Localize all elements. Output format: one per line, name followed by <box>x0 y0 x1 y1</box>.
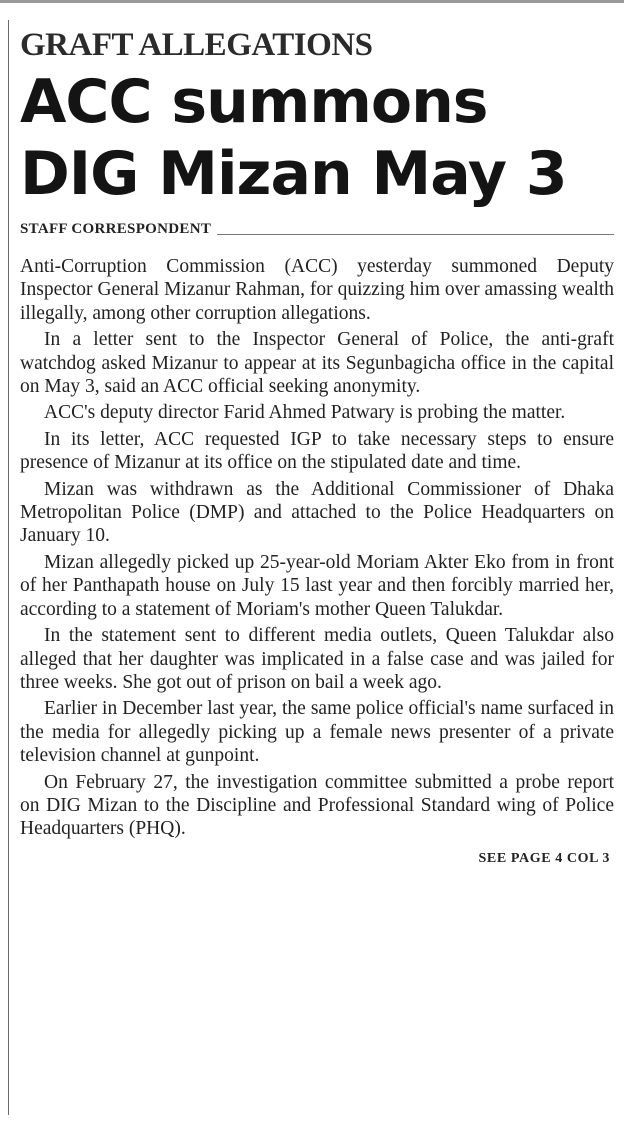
paragraph-4: In its letter, ACC requested IGP to take necessary steps to ensure presence of Mizanur at its office on the stipulated date and time. <box>20 428 614 474</box>
headline-line-2: DIG Mizan May 3 <box>20 139 567 209</box>
news-article <box>20 26 614 867</box>
byline-row <box>20 220 614 238</box>
paragraph-5: Mizan was withdrawn as the Additional Commissioner of Dhaka Metropolitan Police (DMP) and attached to the Police Headquarters on January 10. <box>20 478 614 547</box>
headline <box>20 66 614 210</box>
paragraph-6: Mizan allegedly picked up 25-year-old Moriam Akter Eko from in front of her Panthapath house on July 15 last year and then forcibly married her, according to a statement of Moriam's mother Queen Talukdar. <box>20 551 614 620</box>
paragraph-3: ACC's deputy director Farid Ahmed Patwary is probing the matter. <box>44 402 566 424</box>
article-body <box>20 255 614 841</box>
paragraph-7: In the statement sent to different media outlets, Queen Talukdar also alleged that her daughter was implicated in a false case and was jailed for three weeks. She got out of prison on bail a week ago. <box>20 625 614 693</box>
byline: STAFF CORRESPONDENT <box>20 221 212 237</box>
headline-line-1: ACC summons <box>20 67 488 137</box>
paragraph-8: Earlier in December last year, the same police official's name surfaced in the media for allegedly picking up a female news presenter of a private television channel at gunpoint. <box>20 698 614 767</box>
paragraph-1: Anti-Corruption Commission (ACC) yesterday summoned Deputy Inspector General Mizanur Rahman, for quizzing him over amassing wealth illegally, among other corruption allegations. <box>20 256 614 324</box>
paragraph-9: On February 27, the investigation committee submitted a probe report on DIG Mizan to the Discipline and Professional Standard wing of Police Headquarters (PHQ). <box>20 771 614 840</box>
top-border-rule <box>0 0 624 3</box>
byline-divider <box>217 234 614 235</box>
paragraph-2: In a letter sent to the Inspector General of Police, the anti-graft watchdog asked Mizanur to appear at its Segunbagicha office in the capital on May 3, said an ACC official seeking anonymity. <box>20 329 614 398</box>
continued-jump-line: SEE PAGE 4 COL 3 <box>478 850 610 866</box>
column-border-rule <box>8 20 9 1115</box>
kicker: GRAFT ALLEGATIONS <box>20 27 373 63</box>
